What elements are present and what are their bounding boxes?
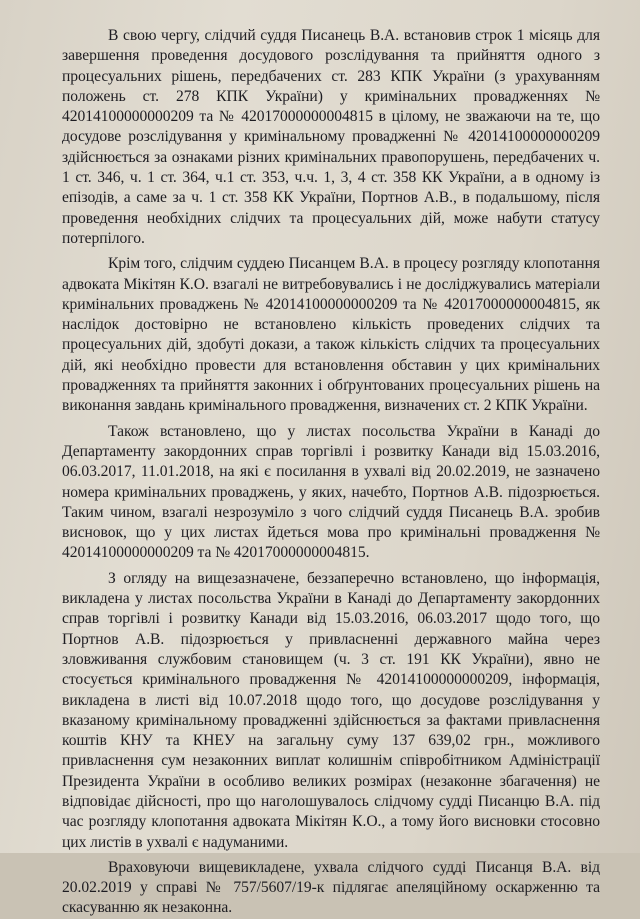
paragraph-3: Також встановлено, що у листах посольства України в Канаді до Департаменту закордонних справ торгівлі і розвитку Канади від 15.03.2016, 06.03.2017, 11.01.2018, на які є посилання в ухвалі від 20.02.2019, не зазначено номера кримінальних проваджень, у яких, начебто, Портнов А.В. підозрюється. Таким чином, взагалі незрозуміло з чого слідчий суддя Писанець В.А. зробив висновок, що у цих листах йдеться мова про кримінальні провадження № 42014100000000209 та № 42017000000004815. xyxy=(62,422,600,562)
paragraph-1: В свою чергу, слідчий суддя Писанець В.А. встановив строк 1 місяць для завершення проведення досудового розслідування та прийняття одного з процесуальних рішень, передбачених ст. 283 КПК України (з урахуванням положень ст. 278 КПК України) у кримінальних провадженнях № 42014100000000209 та № 42017000000004815 в цілому, не зважаючи на те, що досудове розслідування у кримінальному провадженні № 42014100000000209 здійснюється за ознаками різних кримінальних правопорушень, передбачених ч. 1 ст. 346, ч. 1 ст. 364, ч.1 ст. 353, ч.ч. 1, 3, 4 ст. 358 КК України, а в одному із епізодів, а саме за ч. 1 ст. 358 КК України, Портнов А.В., в подальшому, після проведення необхідних слідчих та процесуальних дій, може набути статусу потерпілого. xyxy=(62,27,600,247)
paragraph-2: Крім того, слідчим суддею Писанцем В.А. в процесу розгляду клопотання адвоката Мікітян К.О. взагалі не витребовувались і не досліджувались матеріали кримінальних проваджень № 42014100000000209 та № 42017000000004815, як наслідок достовірно не встановлено кількість проведених слідчих та процесуальних дій, здобуті докази, а також кількість слідчих та процесуальних дій, які необхідно провести для встановлення обставин у цих кримінальних провадженнях та прийняття законних і обґрунтованих процесуальних рішень на виконання завдань кримінального провадження, визначених ст. 2 КПК України. xyxy=(62,255,600,415)
paragraph-4: З огляду на вищезазначене, беззаперечно встановлено, що інформація, викладена у листах посольства України в Канаді до Департаменту закордонних справ торгівлі і розвитку Канади від 15.03.2016, 06.03.2017 щодо того, що Портнов А.В. підозрюється у привласненні державного майна через зловживання службовим становищем (ч. 3 ст. 191 КК України), явно не стосується кримінального провадження № 42014100000000209, інформація, викладена в листі від 10.07.2018 щодо того, що досудове розслідування у вказаному кримінальному провадженні здійснюється за фактами привласнення коштів КНУ та КНЕУ на загальну суму 137 639,02 грн., можливого привласнення сум незаконних виплат колишнім співробітником Адміністрації Президента України в особливо великих розмірах (незаконне збагачення) не відповідає дійсності, про що наголошувалось слідчому судді Писанцю В.А. під час розгляду клопотання адвоката Мікітян К.О., а тому його висновки стосовно цих листів в ухвалі є надуманими. xyxy=(62,569,600,851)
paragraph-5: Враховуючи вищевикладене, ухвала слідчого судді Писанця В.А. від 20.02.2019 у справі № 757/5607/19-к підлягає апеляційному оскарженню та скасуванню як незаконна. xyxy=(62,858,600,917)
